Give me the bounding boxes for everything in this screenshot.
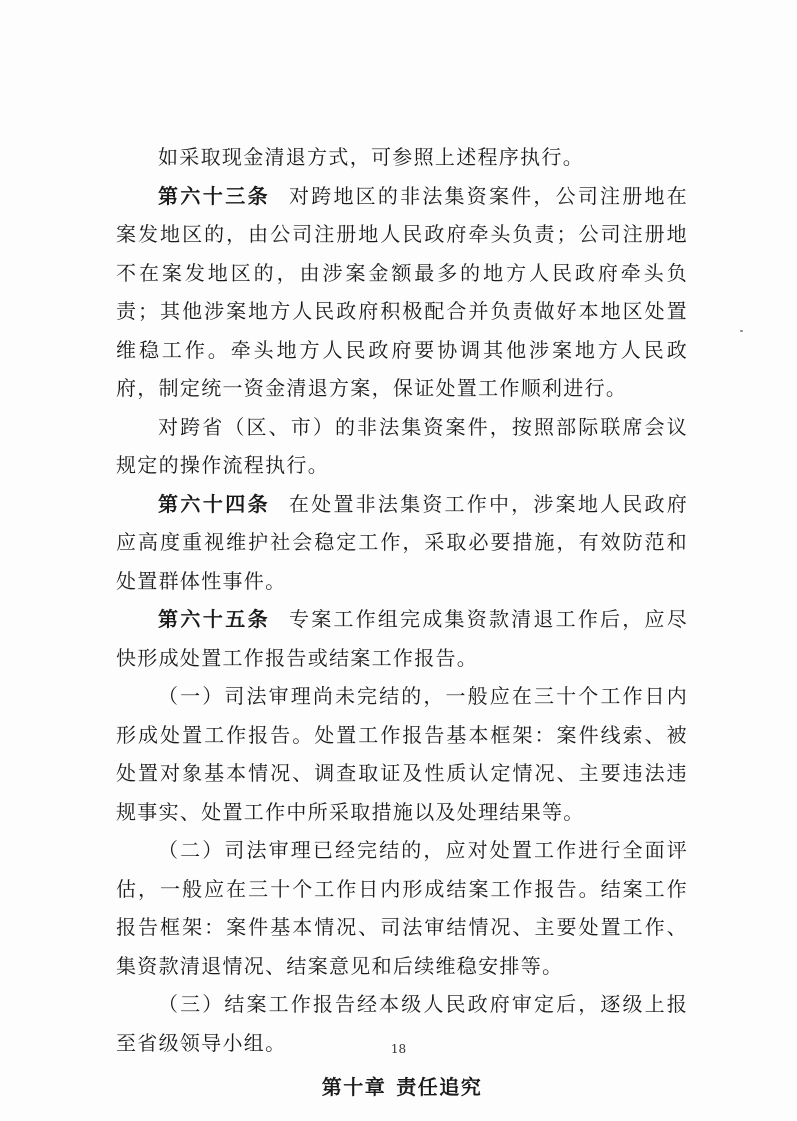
paragraph-cross-province [116, 408, 688, 485]
scan-speck [740, 330, 743, 332]
page-number: 18 [390, 1042, 407, 1056]
chapter-number: 第十章 [321, 1075, 387, 1099]
article-number: 第六十五条 [158, 607, 271, 631]
article-65 [116, 600, 688, 677]
clause-1 [116, 677, 688, 831]
paragraph-cash-refund [116, 138, 688, 177]
clause-text: （一）司法审理尚未完结的，一般应在三十个工作日内形成处置工作报告。处置工作报告基本框架：案件线索、被处置对象基本情况、调查取证及性质认定情况、主要违法违规事实、处置工作中所采取措施以及处理结果等。 [116, 684, 688, 824]
clause-text: （二）司法审理已经完结的，应对处置工作进行全面评估，一般应在三十个工作日内形成结案工作报告。结案工作报告框架：案件基本情况、司法审结情况、主要处置工作、集资款清退情况、结案意见和后续维稳安排等。 [116, 838, 688, 978]
chapter-heading [116, 1068, 688, 1106]
article-text: 对跨地区的非法集资案件，公司注册地在案发地区的，由公司注册地人民政府牵头负责；公司注册地不在案发地区的，由涉案金额最多的地方人民政府牵头负责；其他涉案地方人民政府积极配合并负责做好本地区处置维稳工作。牵头地方人民政府要协调其他涉案地方人民政府，制定统一资金清退方案，保证处置工作顺利进行。 [116, 183, 689, 400]
paragraph-text: 对跨省（区、市）的非法集资案件，按照部际联席会议规定的操作流程执行。 [116, 414, 688, 477]
clause-2 [116, 831, 688, 985]
chapter-title: 责任追究 [396, 1075, 483, 1099]
body-text [116, 138, 688, 1106]
article-text: 在处置非法集资工作中，涉案地人民政府应高度重视维护社会稳定工作，采取必要措施，有效防范和处置群体性事件。 [116, 491, 689, 593]
clause-text: （三）结案工作报告经本级人民政府审定后，逐级上报至省级领导小组。 [116, 992, 688, 1055]
article-63 [116, 177, 688, 408]
article-64 [116, 485, 688, 601]
article-number: 第六十四条 [158, 491, 271, 516]
paragraph-text: 如采取现金清退方式，可参照上述程序执行。 [158, 145, 584, 169]
article-number: 第六十三条 [158, 183, 271, 208]
article-text: 专案工作组完成集资款清退工作后，应尽快形成处置工作报告或结案工作报告。 [116, 607, 689, 670]
